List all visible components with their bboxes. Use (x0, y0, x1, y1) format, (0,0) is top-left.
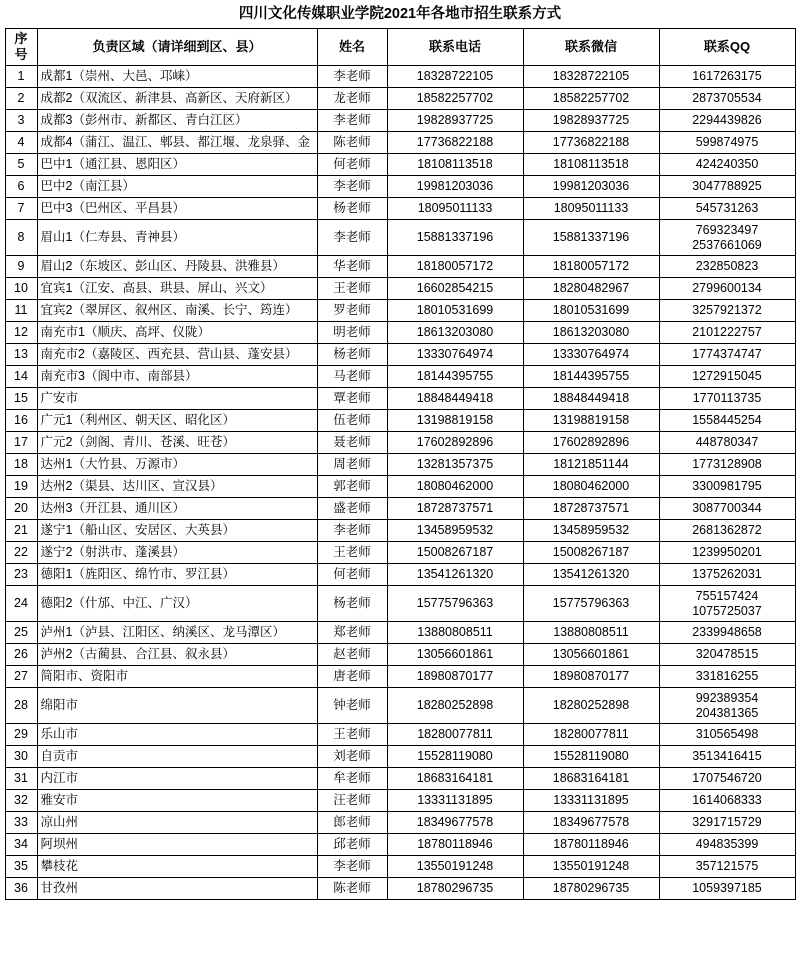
cell-area: 达州3（开江县、通川区） (37, 498, 317, 520)
cell-area: 甘孜州 (37, 878, 317, 900)
contacts-table (5, 28, 796, 901)
cell-qq: 545731263 (659, 198, 795, 220)
cell-name: 李老师 (317, 66, 387, 88)
cell-index: 1 (5, 66, 37, 88)
cell-index: 15 (5, 388, 37, 410)
cell-area: 凉山州 (37, 812, 317, 834)
cell-area: 成都1（崇州、大邑、邛崃） (37, 66, 317, 88)
cell-phone: 15008267187 (387, 542, 523, 564)
cell-index: 11 (5, 300, 37, 322)
table-row (5, 476, 795, 498)
cell-name: 周老师 (317, 454, 387, 476)
cell-area: 泸州1（泸县、江阳区、纳溪区、龙马潭区） (37, 622, 317, 644)
cell-wechat: 18683164181 (523, 768, 659, 790)
cell-index: 3 (5, 110, 37, 132)
cell-phone: 13880808511 (387, 622, 523, 644)
cell-area: 巴中1（通江县、恩阳区） (37, 154, 317, 176)
cell-area: 广安市 (37, 388, 317, 410)
cell-qq: 1059397185 (659, 878, 795, 900)
table-row (5, 622, 795, 644)
table-row (5, 154, 795, 176)
cell-wechat: 13550191248 (523, 856, 659, 878)
cell-area: 广元2（剑阁、青川、苍溪、旺苍） (37, 432, 317, 454)
cell-phone: 16602854215 (387, 278, 523, 300)
table-row (5, 790, 795, 812)
table-row (5, 688, 795, 724)
cell-phone: 17602892896 (387, 432, 523, 454)
cell-qq: 3291715729 (659, 812, 795, 834)
cell-qq: 3300981795 (659, 476, 795, 498)
cell-area: 阿坝州 (37, 834, 317, 856)
cell-phone: 18848449418 (387, 388, 523, 410)
cell-qq: 448780347 (659, 432, 795, 454)
column-header-wechat: 联系微信 (523, 28, 659, 66)
cell-index: 24 (5, 586, 37, 622)
cell-index: 18 (5, 454, 37, 476)
table-row (5, 388, 795, 410)
cell-area: 自贡市 (37, 746, 317, 768)
cell-area: 成都4（蒲江、温江、郫县、都江堰、龙泉驿、金 (37, 132, 317, 154)
page-title: 四川文化传媒职业学院2021年各地市招生联系方式 (238, 6, 562, 22)
table-row (5, 666, 795, 688)
cell-index: 26 (5, 644, 37, 666)
cell-phone: 18780118946 (387, 834, 523, 856)
cell-wechat: 13458959532 (523, 520, 659, 542)
table-row (5, 746, 795, 768)
cell-wechat: 18280252898 (523, 688, 659, 724)
cell-index: 36 (5, 878, 37, 900)
cell-wechat: 15008267187 (523, 542, 659, 564)
cell-phone: 18728737571 (387, 498, 523, 520)
cell-wechat: 18780118946 (523, 834, 659, 856)
cell-phone: 18108113518 (387, 154, 523, 176)
cell-wechat: 17736822188 (523, 132, 659, 154)
cell-name: 牟老师 (317, 768, 387, 790)
cell-qq: 232850823 (659, 256, 795, 278)
cell-area: 绵阳市 (37, 688, 317, 724)
table-row (5, 410, 795, 432)
cell-index: 32 (5, 790, 37, 812)
cell-phone: 13198819158 (387, 410, 523, 432)
cell-name: 马老师 (317, 366, 387, 388)
cell-name: 钟老师 (317, 688, 387, 724)
cell-qq: 320478515 (659, 644, 795, 666)
table-row (5, 542, 795, 564)
cell-area: 巴中2（南江县） (37, 176, 317, 198)
cell-name: 杨老师 (317, 344, 387, 366)
cell-index: 13 (5, 344, 37, 366)
cell-wechat: 13331131895 (523, 790, 659, 812)
cell-name: 李老师 (317, 176, 387, 198)
cell-name: 王老师 (317, 724, 387, 746)
cell-qq: 331816255 (659, 666, 795, 688)
table-row (5, 132, 795, 154)
cell-name: 王老师 (317, 542, 387, 564)
column-header-phone: 联系电话 (387, 28, 523, 66)
cell-name: 唐老师 (317, 666, 387, 688)
cell-index: 10 (5, 278, 37, 300)
cell-area: 内江市 (37, 768, 317, 790)
cell-phone: 15775796363 (387, 586, 523, 622)
cell-phone: 18280252898 (387, 688, 523, 724)
cell-index: 29 (5, 724, 37, 746)
cell-index: 31 (5, 768, 37, 790)
cell-area: 南充市1（顺庆、高坪、仪陇） (37, 322, 317, 344)
cell-phone: 18180057172 (387, 256, 523, 278)
cell-name: 郑老师 (317, 622, 387, 644)
cell-name: 龙老师 (317, 88, 387, 110)
cell-phone: 18280077811 (387, 724, 523, 746)
cell-qq: 1774374747 (659, 344, 795, 366)
cell-qq: 992389354 204381365 (659, 688, 795, 724)
table-row (5, 176, 795, 198)
cell-wechat: 18280077811 (523, 724, 659, 746)
cell-area: 遂宁1（船山区、安居区、大英县） (37, 520, 317, 542)
cell-name: 何老师 (317, 154, 387, 176)
cell-wechat: 18144395755 (523, 366, 659, 388)
cell-qq: 3047788925 (659, 176, 795, 198)
cell-area: 眉山2（东坡区、彭山区、丹陵县、洪雅县） (37, 256, 317, 278)
table-header (5, 28, 795, 66)
table-row (5, 278, 795, 300)
cell-qq: 1558445254 (659, 410, 795, 432)
cell-wechat: 19828937725 (523, 110, 659, 132)
table-row (5, 724, 795, 746)
cell-phone: 13331131895 (387, 790, 523, 812)
cell-wechat: 18613203080 (523, 322, 659, 344)
cell-phone: 18683164181 (387, 768, 523, 790)
cell-wechat: 13330764974 (523, 344, 659, 366)
cell-qq: 2339948658 (659, 622, 795, 644)
cell-qq: 1770113735 (659, 388, 795, 410)
cell-phone: 18980870177 (387, 666, 523, 688)
cell-phone: 19981203036 (387, 176, 523, 198)
cell-wechat: 19981203036 (523, 176, 659, 198)
cell-area: 遂宁2（射洪市、蓬溪县） (37, 542, 317, 564)
table-row (5, 768, 795, 790)
cell-wechat: 17602892896 (523, 432, 659, 454)
cell-area: 巴中3（巴州区、平昌县） (37, 198, 317, 220)
table-row (5, 432, 795, 454)
cell-area: 攀枝花 (37, 856, 317, 878)
cell-name: 李老师 (317, 856, 387, 878)
cell-wechat: 18328722105 (523, 66, 659, 88)
table-row (5, 88, 795, 110)
table-row (5, 366, 795, 388)
cell-wechat: 18010531699 (523, 300, 659, 322)
cell-wechat: 13198819158 (523, 410, 659, 432)
cell-area: 眉山1（仁寿县、青神县） (37, 220, 317, 256)
cell-wechat: 18108113518 (523, 154, 659, 176)
cell-index: 17 (5, 432, 37, 454)
cell-phone: 15881337196 (387, 220, 523, 256)
cell-area: 达州2（渠县、达川区、宣汉县） (37, 476, 317, 498)
table-row (5, 498, 795, 520)
cell-index: 23 (5, 564, 37, 586)
cell-qq: 2799600134 (659, 278, 795, 300)
cell-qq: 599874975 (659, 132, 795, 154)
cell-wechat: 13541261320 (523, 564, 659, 586)
table-row (5, 66, 795, 88)
cell-index: 12 (5, 322, 37, 344)
cell-wechat: 18780296735 (523, 878, 659, 900)
cell-phone: 13541261320 (387, 564, 523, 586)
cell-phone: 18080462000 (387, 476, 523, 498)
cell-area: 德阳2（什邡、中江、广汉） (37, 586, 317, 622)
cell-index: 27 (5, 666, 37, 688)
cell-phone: 18144395755 (387, 366, 523, 388)
cell-name: 李老师 (317, 110, 387, 132)
cell-area: 南充市2（嘉陵区、西充县、营山县、蓬安县） (37, 344, 317, 366)
cell-name: 郭老师 (317, 476, 387, 498)
cell-name: 盛老师 (317, 498, 387, 520)
cell-wechat: 18582257702 (523, 88, 659, 110)
cell-index: 8 (5, 220, 37, 256)
table-body (5, 66, 795, 900)
cell-wechat: 15775796363 (523, 586, 659, 622)
table-row (5, 256, 795, 278)
cell-wechat: 18080462000 (523, 476, 659, 498)
cell-phone: 13458959532 (387, 520, 523, 542)
cell-index: 6 (5, 176, 37, 198)
cell-phone: 13281357375 (387, 454, 523, 476)
cell-qq: 1707546720 (659, 768, 795, 790)
cell-phone: 17736822188 (387, 132, 523, 154)
cell-name: 杨老师 (317, 586, 387, 622)
cell-qq: 1375262031 (659, 564, 795, 586)
cell-name: 何老师 (317, 564, 387, 586)
cell-name: 赵老师 (317, 644, 387, 666)
cell-phone: 18780296735 (387, 878, 523, 900)
column-header-qq: 联系QQ (659, 28, 795, 66)
cell-index: 7 (5, 198, 37, 220)
cell-wechat: 18349677578 (523, 812, 659, 834)
cell-index: 25 (5, 622, 37, 644)
cell-area: 宜宾2（翠屏区、叙州区、南溪、长宁、筠连） (37, 300, 317, 322)
cell-index: 16 (5, 410, 37, 432)
cell-name: 明老师 (317, 322, 387, 344)
cell-index: 14 (5, 366, 37, 388)
cell-phone: 15528119080 (387, 746, 523, 768)
cell-qq: 2873705534 (659, 88, 795, 110)
cell-name: 刘老师 (317, 746, 387, 768)
cell-area: 南充市3（阆中市、南部县） (37, 366, 317, 388)
cell-name: 李老师 (317, 220, 387, 256)
cell-index: 20 (5, 498, 37, 520)
table-row (5, 586, 795, 622)
cell-area: 成都2（双流区、新津县、高新区、天府新区） (37, 88, 317, 110)
table-row (5, 564, 795, 586)
table-row (5, 644, 795, 666)
cell-index: 21 (5, 520, 37, 542)
cell-qq: 1614068333 (659, 790, 795, 812)
cell-index: 19 (5, 476, 37, 498)
cell-qq: 3087700344 (659, 498, 795, 520)
cell-area: 泸州2（古蔺县、合江县、叙永县） (37, 644, 317, 666)
cell-area: 乐山市 (37, 724, 317, 746)
cell-qq: 3513416415 (659, 746, 795, 768)
cell-phone: 19828937725 (387, 110, 523, 132)
table-header-row (5, 28, 795, 66)
cell-area: 广元1（利州区、朝天区、昭化区） (37, 410, 317, 432)
cell-index: 4 (5, 132, 37, 154)
cell-name: 李老师 (317, 520, 387, 542)
cell-wechat: 18848449418 (523, 388, 659, 410)
table-row (5, 110, 795, 132)
cell-index: 35 (5, 856, 37, 878)
cell-phone: 13550191248 (387, 856, 523, 878)
cell-qq: 769323497 2537661069 (659, 220, 795, 256)
cell-area: 雅安市 (37, 790, 317, 812)
cell-wechat: 15881337196 (523, 220, 659, 256)
cell-phone: 18095011133 (387, 198, 523, 220)
cell-wechat: 18095011133 (523, 198, 659, 220)
cell-phone: 13056601861 (387, 644, 523, 666)
cell-phone: 18613203080 (387, 322, 523, 344)
table-row (5, 300, 795, 322)
table-row (5, 322, 795, 344)
cell-index: 5 (5, 154, 37, 176)
cell-qq: 310565498 (659, 724, 795, 746)
cell-qq: 1773128908 (659, 454, 795, 476)
cell-qq: 1239950201 (659, 542, 795, 564)
cell-qq: 2681362872 (659, 520, 795, 542)
cell-index: 30 (5, 746, 37, 768)
cell-wechat: 18280482967 (523, 278, 659, 300)
cell-phone: 13330764974 (387, 344, 523, 366)
cell-name: 杨老师 (317, 198, 387, 220)
cell-name: 陈老师 (317, 132, 387, 154)
table-row (5, 344, 795, 366)
cell-wechat: 13056601861 (523, 644, 659, 666)
cell-qq: 2294439826 (659, 110, 795, 132)
cell-name: 聂老师 (317, 432, 387, 454)
cell-name: 郎老师 (317, 812, 387, 834)
cell-wechat: 18980870177 (523, 666, 659, 688)
cell-qq: 1272915045 (659, 366, 795, 388)
cell-wechat: 15528119080 (523, 746, 659, 768)
cell-qq: 424240350 (659, 154, 795, 176)
cell-name: 邱老师 (317, 834, 387, 856)
cell-phone: 18349677578 (387, 812, 523, 834)
cell-name: 王老师 (317, 278, 387, 300)
column-header-area: 负责区域（请详细到区、县） (37, 28, 317, 66)
cell-index: 2 (5, 88, 37, 110)
cell-name: 汪老师 (317, 790, 387, 812)
cell-index: 28 (5, 688, 37, 724)
cell-wechat: 18121851144 (523, 454, 659, 476)
cell-phone: 18582257702 (387, 88, 523, 110)
column-header-index: 序号 (5, 28, 37, 66)
cell-area: 宜宾1（江安、高县、珙县、屏山、兴文） (37, 278, 317, 300)
cell-qq: 755157424 1075725037 (659, 586, 795, 622)
cell-qq: 357121575 (659, 856, 795, 878)
cell-qq: 1617263175 (659, 66, 795, 88)
cell-area: 成都3（彭州市、新都区、青白江区） (37, 110, 317, 132)
cell-name: 华老师 (317, 256, 387, 278)
cell-area: 德阳1（旌阳区、绵竹市、罗江县） (37, 564, 317, 586)
table-row (5, 198, 795, 220)
column-header-name: 姓名 (317, 28, 387, 66)
cell-name: 覃老师 (317, 388, 387, 410)
cell-qq: 3257921372 (659, 300, 795, 322)
cell-name: 伍老师 (317, 410, 387, 432)
cell-area: 达州1（大竹县、万源市） (37, 454, 317, 476)
cell-qq: 494835399 (659, 834, 795, 856)
cell-wechat: 18728737571 (523, 498, 659, 520)
table-row (5, 812, 795, 834)
cell-area: 简阳市、资阳市 (37, 666, 317, 688)
table-row (5, 220, 795, 256)
table-row (5, 520, 795, 542)
table-row (5, 454, 795, 476)
cell-index: 34 (5, 834, 37, 856)
cell-name: 罗老师 (317, 300, 387, 322)
cell-wechat: 18180057172 (523, 256, 659, 278)
cell-phone: 18010531699 (387, 300, 523, 322)
table-row (5, 856, 795, 878)
cell-index: 9 (5, 256, 37, 278)
cell-wechat: 13880808511 (523, 622, 659, 644)
table-row (5, 834, 795, 856)
cell-name: 陈老师 (317, 878, 387, 900)
table-row (5, 878, 795, 900)
cell-index: 33 (5, 812, 37, 834)
cell-qq: 2101222757 (659, 322, 795, 344)
cell-index: 22 (5, 542, 37, 564)
cell-phone: 18328722105 (387, 66, 523, 88)
